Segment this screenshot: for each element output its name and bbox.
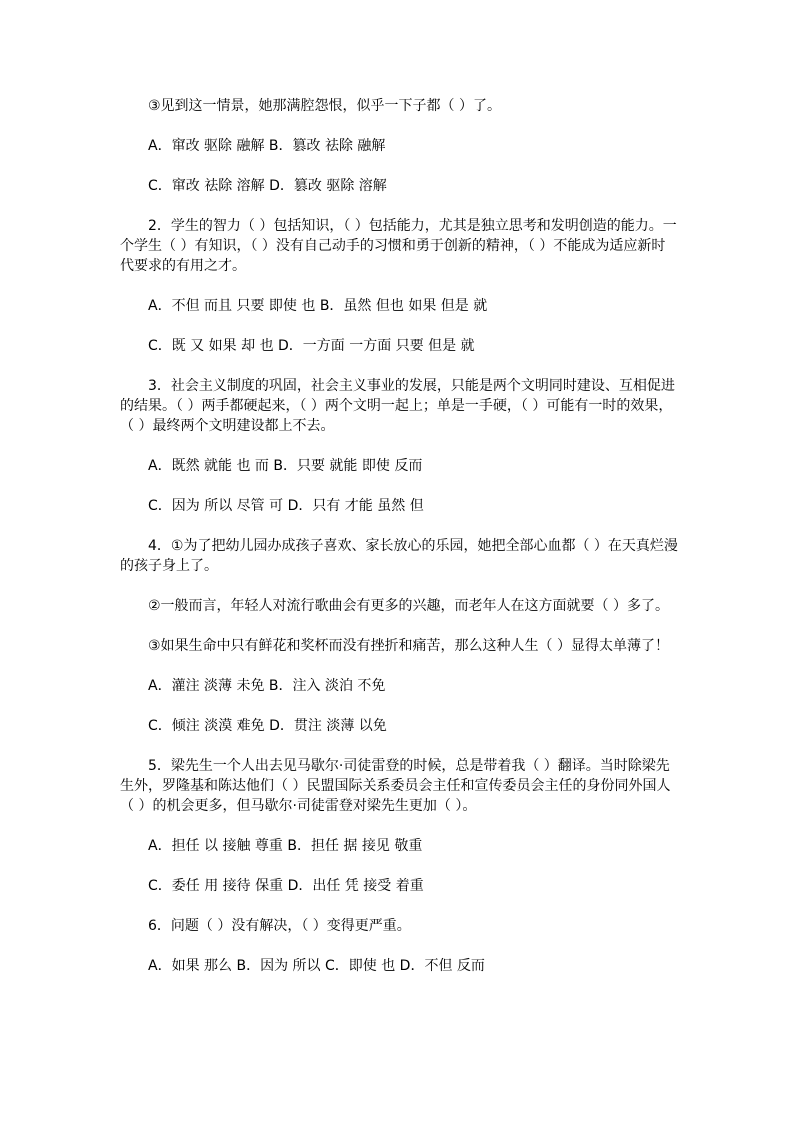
q1-options-cd: C．窜改 祛除 溶解 D．篡改 驱除 溶解 [148, 178, 387, 194]
q4-item-3: ③如果生命中只有鲜花和奖杯而没有挫折和痛苦，那么这种人生（ ）显得太单薄了！ [148, 638, 669, 654]
q6-options: A．如果 那么 B．因为 所以 C．即使 也 D．不但 反而 [148, 958, 485, 974]
question-6: 6．问题（ ）没有解决，（ ）变得更严重。 [148, 918, 411, 934]
q4-item-2: ②一般而言，年轻人对流行歌曲会有更多的兴趣，而老年人在这方面就要（ ）多了。 [148, 598, 669, 614]
q4-options-ab: A．灌注 淡薄 未免 B．注入 淡泊 不免 [148, 678, 386, 694]
q1-options-ab: A．窜改 驱除 融解 B．篡改 祛除 融解 [148, 138, 386, 154]
q1-item-3: ③见到这一情景，她那满腔怨恨，似乎一下子都（ ）了。 [148, 98, 501, 114]
q5-options-ab: A．担任 以 接触 尊重 B．担任 据 接见 敬重 [148, 838, 423, 854]
q5-options-cd: C．委任 用 接待 保重 D．出任 凭 接受 着重 [148, 878, 424, 894]
q2-options-cd: C．既 又 如果 却 也 D．一方面 一方面 只要 但是 就 [148, 338, 475, 354]
q3-options-cd: C．因为 所以 尽管 可 D．只有 才能 虽然 但 [148, 498, 424, 514]
question-3: 3．社会主义制度的巩固，社会主义事业的发展，只能是两个文明同时建设、互相促进的结果。（ ）两手都硬起来，（ ）两个文明一起上；单是一手硬，（ ）可能有一时的效果，（ ）最终两个文明建设都上不去。 [120, 378, 675, 434]
q2-options-ab: A．不但 而且 只要 即使 也 B．虽然 但也 如果 但是 就 [148, 298, 488, 314]
question-5: 5．梁先生一个人出去见马歇尔·司徒雷登的时候，总是带着我（ ）翻译。当时除梁先生外，罗隆基和陈达他们（ ）民盟国际关系委员会主任和宣传委员会主任的身份同外国人（ ）的机会更多，但马歇尔·司徒雷登对梁先生更加（ ）。 [120, 758, 671, 814]
q3-options-ab: A．既然 就能 也 而 B．只要 就能 即使 反而 [148, 458, 423, 474]
q4-options-cd: C．倾注 淡漠 难免 D．贯注 淡薄 以免 [148, 718, 387, 734]
question-4-item-1: 4．①为了把幼儿园办成孩子喜欢、家长放心的乐园，她把全部心血都（ ）在天真烂漫的孩子身上了。 [120, 538, 678, 574]
question-2: 2．学生的智力（ ）包括知识，（ ）包括能力，尤其是独立思考和发明创造的能力。一个学生（ ）有知识，（ ）没有自己动手的习惯和勇于创新的精神，（ ）不能成为适应新时代要求的有用之才。 [120, 218, 677, 274]
